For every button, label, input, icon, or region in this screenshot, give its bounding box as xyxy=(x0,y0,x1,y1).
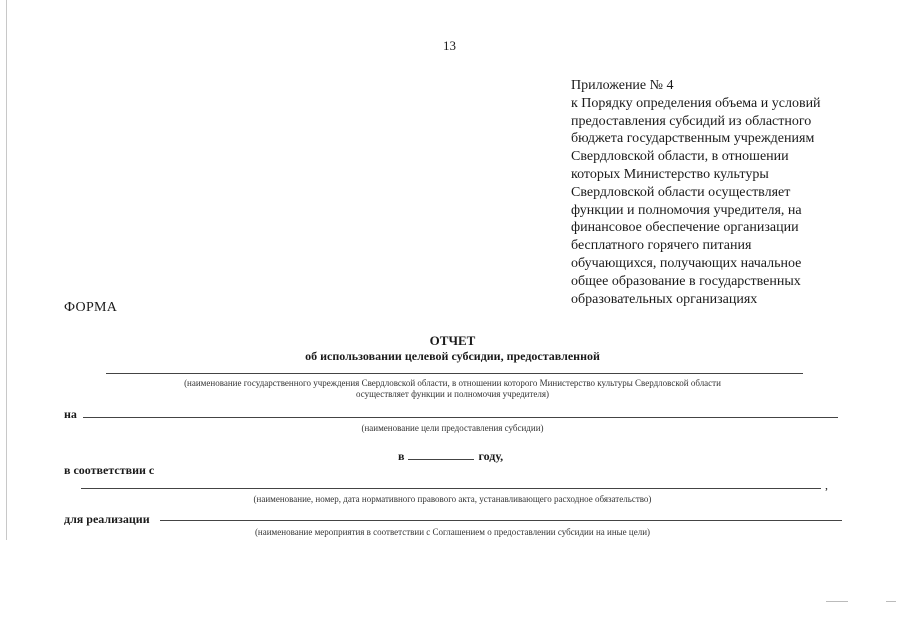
appendix-line: бюджета государственным учреждениям xyxy=(571,131,815,147)
appendix-line: бесплатного горячего питания xyxy=(571,238,752,254)
appendix-line: обучающихся, получающих начальное xyxy=(571,255,802,271)
appendix-line: функции и полномочия учредителя, на xyxy=(571,202,802,218)
scan-edge-line xyxy=(6,0,7,540)
appendix-block xyxy=(571,77,871,308)
appendix-line: Приложение № 4 xyxy=(571,78,674,93)
purpose-line[interactable] xyxy=(83,417,838,418)
institution-caption-1: (наименование государственного учреждения Свердловской области, в отношении которого Министерство культуры Свердловской области xyxy=(184,378,721,388)
appendix-line: которых Министерство культуры xyxy=(571,166,769,182)
institution-name-line[interactable] xyxy=(106,373,803,374)
appendix-line: Свердловской области осуществляет xyxy=(571,184,791,200)
accordance-label: в соответствии с xyxy=(64,463,155,477)
year-row xyxy=(398,449,503,464)
appendix-line: финансовое обеспечение организации xyxy=(571,220,799,236)
legal-act-caption: (наименование, номер, дата нормативного правового акта, устанавливающего расходное обязательство) xyxy=(253,494,652,504)
appendix-line: предоставления субсидий из областного xyxy=(571,113,812,129)
year-blank-field[interactable] xyxy=(408,449,474,460)
realization-caption: (наименование мероприятия в соответствии с Соглашением о предоставлении субсидии на иные цели) xyxy=(254,527,651,537)
appendix-line: к Порядку определения объема и условий xyxy=(571,95,821,111)
legal-act-line[interactable] xyxy=(81,488,821,489)
legal-act-comma: , xyxy=(825,478,828,492)
report-subtitle: об использовании целевой субсидии, предоставленной xyxy=(305,349,600,363)
institution-caption-2: осуществляет функции и полномочия учредителя) xyxy=(355,389,550,399)
page-number: 13 xyxy=(443,38,456,53)
year-prefix: в xyxy=(398,449,405,463)
appendix-line: Свердловской области, в отношении xyxy=(571,149,789,165)
appendix-line: образовательных организациях xyxy=(571,291,758,307)
scan-speck xyxy=(826,601,848,602)
report-title: ОТЧЕТ xyxy=(429,333,476,348)
scan-speck xyxy=(886,601,896,602)
year-suffix: году, xyxy=(478,449,504,463)
realization-label: для реализации xyxy=(64,512,150,526)
realization-line[interactable] xyxy=(160,520,842,521)
purpose-caption: (наименование цели предоставления субсидии) xyxy=(361,423,544,433)
appendix-line: общее образование в государственных xyxy=(571,273,801,289)
purpose-label: на xyxy=(64,407,77,421)
form-label: ФОРМА xyxy=(64,300,118,315)
